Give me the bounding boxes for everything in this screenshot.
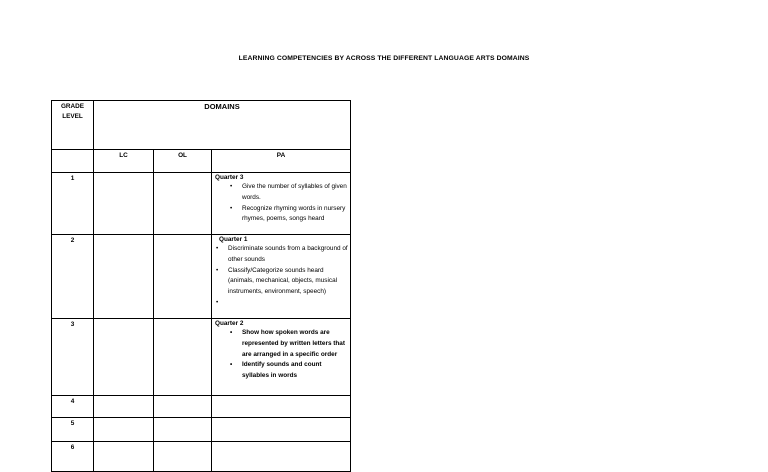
competency-item: • Discriminate sounds from a background of other sounds [228,244,348,266]
document-title: LEARNING COMPETENCIES BY ACROSS THE DIFFERENT LANGUAGE ARTS DOMAINS [238,55,530,62]
table-row [52,235,351,319]
domain-columns-row [52,150,351,173]
ol-cell [154,442,212,472]
table-row [52,319,351,396]
domains-header: DOMAINS [94,101,351,150]
pa-cell [212,235,351,319]
quarter-label: Quarter 1 [219,236,248,243]
ol-cell [154,319,212,396]
column-header-ol: OL [154,150,212,173]
table-row [52,418,351,442]
pa-cell [212,396,351,418]
competency-item: • Show how spoken words are represented by written letters that are arranged in a specific order [242,328,348,360]
competencies-table [51,100,351,472]
table-row [52,442,351,472]
lc-cell [94,319,154,396]
pa-cell [212,173,351,235]
quarter-label: Quarter 3 [215,174,244,181]
grade-cell: 5 [52,418,94,442]
competency-item: • Give the number of syllables of given words. [242,182,348,204]
ol-cell [154,173,212,235]
table-row [52,396,351,418]
lc-cell [94,173,154,235]
column-header-lc: LC [94,150,154,173]
ol-cell [154,235,212,319]
competency-item: • Recognize rhyming words in nursery rhymes, poems, songs heard [242,204,348,226]
grade-cell: 2 [52,235,94,319]
quarter-label: Quarter 2 [215,320,244,327]
lc-cell [94,418,154,442]
ol-cell [154,396,212,418]
grade-cell: 3 [52,319,94,396]
lc-cell [94,442,154,472]
lc-cell [94,396,154,418]
grade-header-line2: LEVEL [62,112,83,120]
lc-cell [94,235,154,319]
table-header-row [52,101,351,150]
column-header-pa: PA [212,150,351,173]
grade-header-line1: GRADE [60,103,85,110]
grade-cell: 6 [52,442,94,472]
pa-cell [212,319,351,396]
competency-item: • Classify/Categorize sounds heard (animals, mechanical, objects, musical instruments, environment, speech) [228,266,348,298]
competency-item: • Identify sounds and count syllables in words [242,360,348,382]
ol-cell [154,418,212,442]
pa-cell [212,442,351,472]
table-row [52,173,351,235]
pa-cell [212,418,351,442]
competency-item [228,298,348,308]
grade-level-header [52,101,94,150]
grade-cell: 4 [52,396,94,418]
blank-cell [52,150,94,173]
grade-cell: 1 [52,173,94,235]
